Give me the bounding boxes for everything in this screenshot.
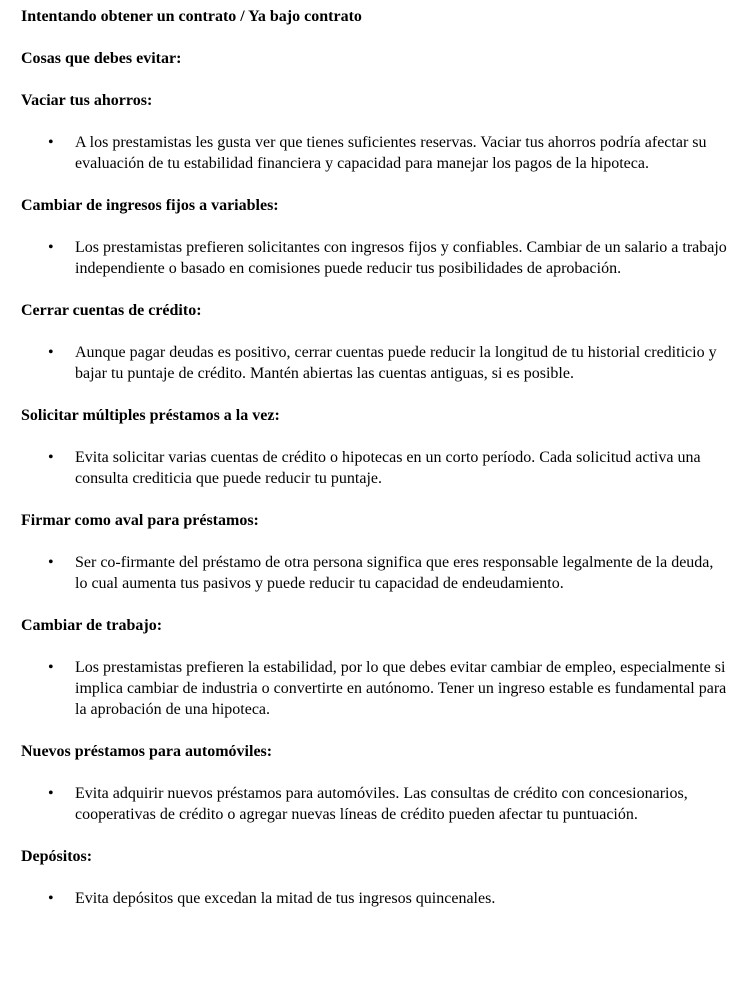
section-heading: Vaciar tus ahorros: (21, 92, 153, 109)
section-vaciar-ahorros (21, 90, 729, 174)
bullet-list (21, 237, 729, 279)
bullet-list (21, 888, 729, 909)
section-cerrar-cuentas (21, 300, 729, 384)
bullet-text: Los prestamistas prefieren solicitantes con ingresos fijos y confiables. Cambiar de un salario a trabajo independiente o basado en comisiones puede reducir tus posibilidades de aprobación. (75, 239, 727, 277)
bullet-list (21, 657, 729, 720)
bullet-icon: • (48, 890, 54, 907)
bullet-icon: • (48, 134, 54, 151)
bullet-item (21, 132, 729, 174)
bullet-list (21, 552, 729, 594)
section-heading: Firmar como aval para préstamos: (21, 512, 259, 529)
section-ingresos-fijos (21, 195, 729, 279)
bullet-list (21, 132, 729, 174)
bullet-icon: • (48, 344, 54, 361)
bullet-text: Aunque pagar deudas es positivo, cerrar cuentas puede reducir la longitud de tu historial crediticio y bajar tu puntaje de crédito. Mantén abiertas las cuentas antiguas, si es posible. (75, 344, 717, 382)
bullet-item (21, 888, 729, 909)
document-subtitle: Cosas que debes evitar: (21, 50, 182, 67)
section-heading: Depósitos: (21, 848, 93, 865)
bullet-icon: • (48, 239, 54, 256)
bullet-text: Ser co-firmante del préstamo de otra persona significa que eres responsable legalmente de la deuda, lo cual aumenta tus pasivos y puede reducir tu capacidad de endeudamiento. (75, 554, 714, 592)
section-multiples-prestamos (21, 405, 729, 489)
section-heading: Cerrar cuentas de crédito: (21, 302, 202, 319)
section-heading: Solicitar múltiples préstamos a la vez: (21, 407, 280, 424)
bullet-list (21, 447, 729, 489)
section-cambiar-trabajo (21, 615, 729, 720)
bullet-icon: • (48, 554, 54, 571)
document-title: Intentando obtener un contrato / Ya bajo contrato (21, 8, 362, 25)
bullet-item (21, 783, 729, 825)
bullet-list (21, 783, 729, 825)
bullet-item (21, 552, 729, 594)
bullet-text: Los prestamistas prefieren la estabilidad, por lo que debes evitar cambiar de empleo, especialmente si implica cambiar de industria o convertirte en autónomo. Tener un ingreso estable es fundamental para la aprobación de una hipoteca. (75, 659, 727, 718)
section-aval (21, 510, 729, 594)
section-heading: Nuevos préstamos para automóviles: (21, 743, 273, 760)
bullet-icon: • (48, 659, 54, 676)
bullet-item (21, 237, 729, 279)
bullet-text: A los prestamistas les gusta ver que tienes suficientes reservas. Vaciar tus ahorros podría afectar su evaluación de tu estabilidad financiera y capacidad para manejar los pagos de la hipoteca. (75, 134, 707, 172)
bullet-text: Evita depósitos que excedan la mitad de tus ingresos quincenales. (75, 890, 496, 907)
bullet-icon: • (48, 449, 54, 466)
section-prestamos-automoviles (21, 741, 729, 825)
bullet-icon: • (48, 785, 54, 802)
section-heading: Cambiar de trabajo: (21, 617, 163, 634)
bullet-item (21, 657, 729, 720)
bullet-text: Evita solicitar varias cuentas de crédito o hipotecas en un corto período. Cada solicitud activa una consulta crediticia que puede reducir tu puntaje. (75, 449, 701, 487)
bullet-item (21, 342, 729, 384)
bullet-item (21, 447, 729, 489)
bullet-list (21, 342, 729, 384)
section-depositos (21, 846, 729, 909)
bullet-text: Evita adquirir nuevos préstamos para automóviles. Las consultas de crédito con concesionarios, cooperativas de crédito o agregar nuevas líneas de crédito pueden afectar tu puntuación. (75, 785, 688, 823)
section-heading: Cambiar de ingresos fijos a variables: (21, 197, 279, 214)
